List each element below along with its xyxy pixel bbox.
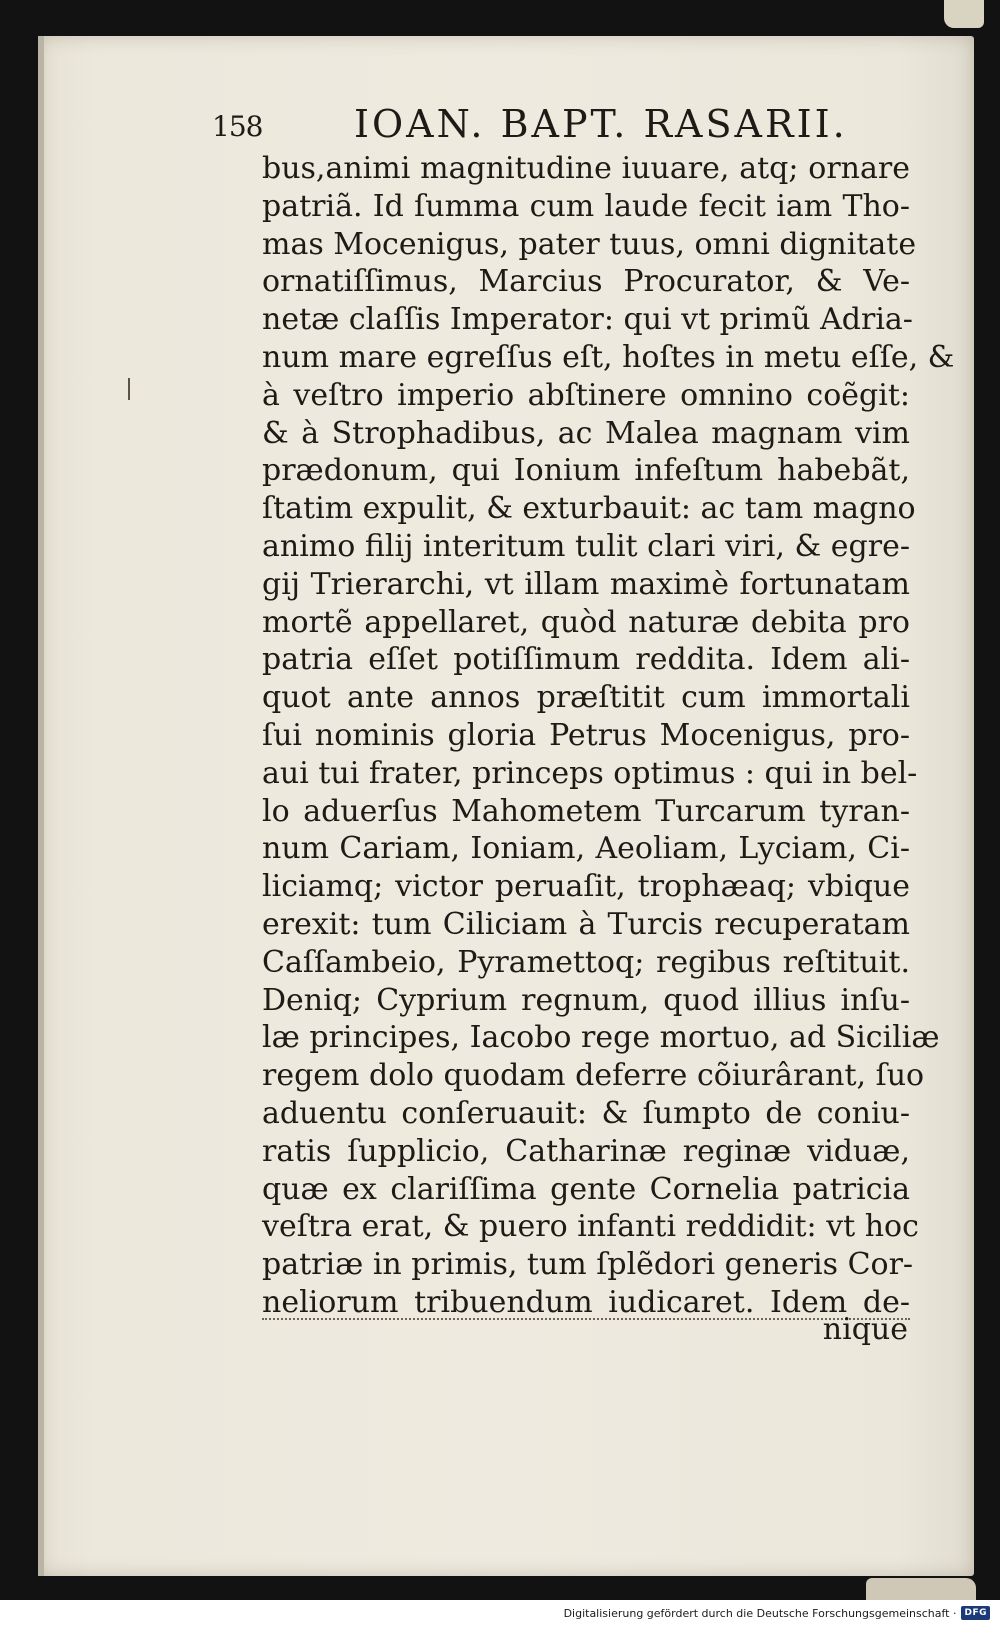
text-line: quæ ex clariſſima gente Cornelia patricia bbox=[262, 1171, 910, 1207]
text-line: prædonum, qui Ionium infeſtum habebãt, bbox=[262, 453, 910, 489]
page-number: 158 bbox=[212, 110, 263, 143]
text-block bbox=[262, 150, 955, 1322]
text-line: liciamq; victor peruaſit, trophæaq; vbique bbox=[262, 869, 910, 905]
text-line: aui tui frater, princeps optimus : qui in bel- bbox=[262, 755, 918, 791]
text-line: læ principes, Iacobo rege mortuo, ad Siciliæ bbox=[262, 1020, 940, 1056]
text-line: gij Trierarchi, vt illam maximè fortunatam bbox=[262, 566, 910, 602]
running-head: IOAN. BAPT. RASARII. bbox=[354, 102, 848, 146]
text-line: quot ante annos præſtitit cum immortali bbox=[262, 680, 910, 716]
text-line: Caſſambeio, Pyramettoq; regibus reſtituit. bbox=[262, 944, 910, 980]
catchword: nique bbox=[822, 1312, 908, 1347]
text-line: Deniq; Cyprium regnum, quod illius inſu- bbox=[262, 982, 910, 1018]
text-line: mortẽ appellaret, quòd naturæ debita pro bbox=[262, 604, 910, 640]
credit-text: Digitalisierung gefördert durch die Deutsche Forschungsgemeinschaft · bbox=[563, 1606, 957, 1620]
margin-mark bbox=[128, 378, 130, 400]
text-line: neliorum tribuendum iudicaret. Idem de- bbox=[262, 1284, 910, 1320]
text-line: regem dolo quodam deferre cõiurârant, ſuo bbox=[262, 1058, 925, 1094]
underline-rule bbox=[262, 1318, 910, 1320]
text-line: netæ claſſis Imperator: qui vt primũ Adria- bbox=[262, 302, 913, 338]
text-line: ſtatim expulit, & exturbauit: ac tam magno bbox=[262, 491, 916, 527]
text-line: ratis ſupplicio, Catharinæ reginæ viduæ, bbox=[262, 1133, 910, 1169]
digitization-credit-bar bbox=[0, 1600, 1000, 1626]
text-line: num mare egreſſus eſt, hoſtes in metu eſſe, & bbox=[262, 339, 955, 375]
text-line: lo aduerſus Mahometem Turcarum tyran- bbox=[262, 793, 910, 829]
text-line: ſui nominis gloria Petrus Mocenigus, pro- bbox=[262, 717, 910, 753]
text-line: bus,animi magnitudine iuuare, atq; ornare bbox=[262, 151, 910, 186]
bottom-paper-fragment bbox=[866, 1578, 976, 1600]
text-line: veſtra erat, & puero infanti reddidit: vt hoc bbox=[262, 1209, 919, 1245]
text-line: patriæ in primis, tum ſplẽdori generis Cor- bbox=[262, 1247, 914, 1283]
text-line: patriã. Id ſumma cum laude fecit iam Tho- bbox=[262, 188, 910, 224]
dfg-logo: DFG bbox=[961, 1606, 990, 1620]
text-line: mas Mocenigus, pater tuus, omni dignitate bbox=[262, 226, 917, 262]
text-line: erexit: tum Ciliciam à Turcis recuperatam bbox=[262, 906, 910, 942]
folio-header bbox=[212, 102, 852, 152]
text-line: animo filij interitum tulit clari viri, & egre- bbox=[262, 528, 910, 564]
corner-paper-fragment bbox=[944, 0, 984, 28]
text-line: num Cariam, Ioniam, Aeoliam, Lyciam, Ci- bbox=[262, 831, 910, 867]
text-line: patria eſſet potiſſimum reddita. Idem ali- bbox=[262, 642, 910, 678]
text-line: aduentu conſeruauit: & ſumpto de coniu- bbox=[262, 1095, 910, 1131]
text-line: ornatiſſimus, Marcius Procurator, & Ve- bbox=[262, 264, 910, 300]
binding-edge bbox=[38, 36, 44, 1576]
text-line: & à Strophadibus, ac Malea magnam vim bbox=[262, 415, 910, 451]
text-line: à veſtro imperio abſtinere omnino coẽgit: bbox=[262, 377, 910, 413]
